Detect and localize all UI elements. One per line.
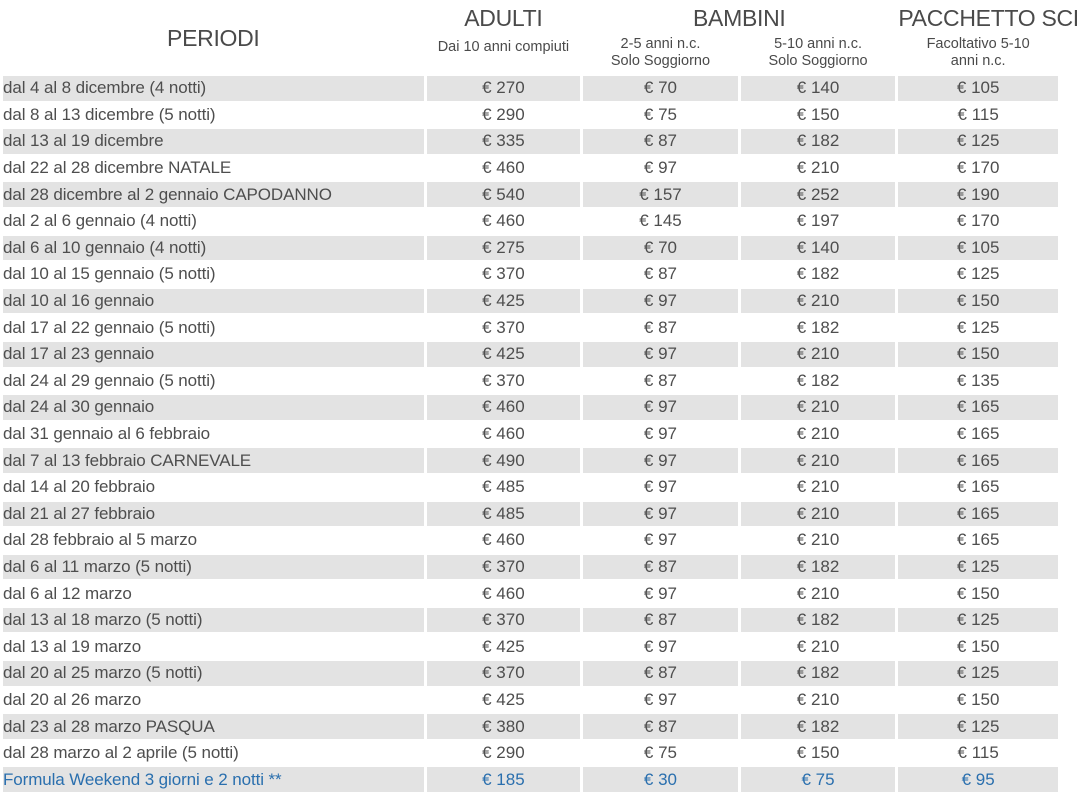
price-pacchetto-sci-cell: € 170 <box>898 209 1058 234</box>
price-bambini-5-10-cell: € 150 <box>741 103 896 128</box>
price-pacchetto-sci-cell: € 165 <box>898 502 1058 527</box>
price-bambini-5-10-cell: € 140 <box>741 236 896 261</box>
price-pacchetto-sci-cell: € 135 <box>898 369 1058 394</box>
price-bambini-5-10-cell: € 210 <box>741 395 896 420</box>
table-row <box>3 103 1058 128</box>
price-adulti-cell: € 485 <box>427 475 581 500</box>
table-row <box>3 315 1058 340</box>
price-bambini-2-5-cell: € 97 <box>583 581 738 606</box>
price-pacchetto-sci-cell: € 165 <box>898 395 1058 420</box>
header-pacchetto-line2: anni n.c. <box>950 53 1006 69</box>
header-bambini-5-10 <box>741 36 896 74</box>
price-pacchetto-sci-cell: € 125 <box>898 661 1058 686</box>
price-adulti-cell: € 425 <box>427 289 581 314</box>
price-pacchetto-sci-cell: € 170 <box>898 156 1058 181</box>
price-bambini-2-5-cell: € 97 <box>583 289 738 314</box>
price-adulti-cell: € 275 <box>427 236 581 261</box>
header-bambini-2-5-line2: Solo Soggiorno <box>610 53 711 69</box>
price-bambini-5-10-cell: € 252 <box>741 182 896 207</box>
price-pacchetto-sci-cell: € 115 <box>898 103 1058 128</box>
table-row <box>3 555 1058 580</box>
price-adulti-cell: € 460 <box>427 581 581 606</box>
period-cell: dal 10 al 15 gennaio (5 notti) <box>3 262 424 287</box>
table-row <box>3 236 1058 261</box>
price-pacchetto-sci-cell: € 150 <box>898 688 1058 713</box>
price-bambini-5-10-cell: € 210 <box>741 422 896 447</box>
table-row <box>3 448 1058 473</box>
price-pacchetto-sci-cell: € 125 <box>898 315 1058 340</box>
period-cell: dal 28 marzo al 2 aprile (5 notti) <box>3 741 424 766</box>
period-cell: dal 20 al 26 marzo <box>3 688 424 713</box>
period-cell: dal 7 al 13 febbraio CARNEVALE <box>3 448 424 473</box>
table-row <box>3 528 1058 553</box>
price-adulti-cell: € 370 <box>427 262 581 287</box>
price-adulti-cell: € 460 <box>427 528 581 553</box>
period-cell: dal 23 al 28 marzo PASQUA <box>3 714 424 739</box>
price-bambini-2-5-cell: € 87 <box>583 555 738 580</box>
header-periodi: PERIODI <box>3 2 424 74</box>
period-cell: dal 31 gennaio al 6 febbraio <box>3 422 424 447</box>
price-adulti-cell: € 370 <box>427 608 581 633</box>
header-bambini-2-5-line1: 2-5 anni n.c. <box>620 36 701 52</box>
table-row <box>3 129 1058 154</box>
period-cell: dal 8 al 13 dicembre (5 notti) <box>3 103 424 128</box>
price-adulti-cell: € 540 <box>427 182 581 207</box>
price-bambini-5-10-cell: € 210 <box>741 289 896 314</box>
price-adulti-cell: € 290 <box>427 741 581 766</box>
price-pacchetto-sci-cell: € 150 <box>898 289 1058 314</box>
period-cell: dal 6 al 11 marzo (5 notti) <box>3 555 424 580</box>
header-pacchetto-sci: PACCHETTO SCI <box>898 2 1058 34</box>
price-bambini-2-5-cell: € 87 <box>583 714 738 739</box>
price-pacchetto-sci-cell: € 105 <box>898 236 1058 261</box>
price-bambini-5-10-cell: € 210 <box>741 688 896 713</box>
price-pacchetto-sci-cell: € 165 <box>898 528 1058 553</box>
price-pacchetto-sci-cell: € 150 <box>898 581 1058 606</box>
period-cell: dal 6 al 10 gennaio (4 notti) <box>3 236 424 261</box>
price-bambini-5-10-cell: € 182 <box>741 555 896 580</box>
price-bambini-5-10-cell: € 182 <box>741 369 896 394</box>
period-cell: dal 13 al 19 marzo <box>3 634 424 659</box>
price-bambini-2-5-cell: € 97 <box>583 475 738 500</box>
header-bambini-5-10-line1: 5-10 anni n.c. <box>774 36 862 52</box>
price-adulti-cell: € 425 <box>427 634 581 659</box>
price-bambini-2-5-cell: € 75 <box>583 103 738 128</box>
period-cell: Formula Weekend 3 giorni e 2 notti ** <box>3 767 424 792</box>
price-bambini-2-5-cell: € 30 <box>583 767 738 792</box>
price-pacchetto-sci-cell: € 115 <box>898 741 1058 766</box>
price-adulti-cell: € 370 <box>427 369 581 394</box>
price-pacchetto-sci-cell: € 150 <box>898 634 1058 659</box>
price-bambini-2-5-cell: € 97 <box>583 502 738 527</box>
header-pacchetto-line1: Facoltativo 5-10 <box>926 36 1030 52</box>
price-bambini-5-10-cell: € 210 <box>741 528 896 553</box>
period-cell: dal 4 al 8 dicembre (4 notti) <box>3 76 424 101</box>
price-pacchetto-sci-cell: € 125 <box>898 714 1058 739</box>
price-adulti-cell: € 485 <box>427 502 581 527</box>
period-cell: dal 24 al 30 gennaio <box>3 395 424 420</box>
price-bambini-2-5-cell: € 75 <box>583 741 738 766</box>
price-bambini-2-5-cell: € 87 <box>583 315 738 340</box>
header-adulti-sub <box>427 36 581 74</box>
period-cell: dal 28 dicembre al 2 gennaio CAPODANNO <box>3 182 424 207</box>
period-cell: dal 24 al 29 gennaio (5 notti) <box>3 369 424 394</box>
header-bambini-5-10-line2: Solo Soggiorno <box>768 53 868 69</box>
price-bambini-2-5-cell: € 97 <box>583 422 738 447</box>
price-bambini-5-10-cell: € 140 <box>741 76 896 101</box>
price-pacchetto-sci-cell: € 125 <box>898 608 1058 633</box>
price-adulti-cell: € 460 <box>427 422 581 447</box>
price-bambini-5-10-cell: € 182 <box>741 129 896 154</box>
price-bambini-2-5-cell: € 97 <box>583 156 738 181</box>
period-cell: dal 21 al 27 febbraio <box>3 502 424 527</box>
price-adulti-cell: € 490 <box>427 448 581 473</box>
table-row <box>3 714 1058 739</box>
period-cell: dal 10 al 16 gennaio <box>3 289 424 314</box>
table-row <box>3 634 1058 659</box>
price-bambini-5-10-cell: € 197 <box>741 209 896 234</box>
table-row <box>3 422 1058 447</box>
price-adulti-cell: € 185 <box>427 767 581 792</box>
table-row <box>3 395 1058 420</box>
period-cell: dal 13 al 19 dicembre <box>3 129 424 154</box>
price-pacchetto-sci-cell: € 95 <box>898 767 1058 792</box>
period-cell: dal 17 al 22 gennaio (5 notti) <box>3 315 424 340</box>
price-adulti-cell: € 460 <box>427 395 581 420</box>
price-pacchetto-sci-cell: € 165 <box>898 475 1058 500</box>
period-cell: dal 2 al 6 gennaio (4 notti) <box>3 209 424 234</box>
price-bambini-5-10-cell: € 182 <box>741 262 896 287</box>
table-row <box>3 502 1058 527</box>
price-bambini-2-5-cell: € 87 <box>583 608 738 633</box>
price-bambini-2-5-cell: € 70 <box>583 76 738 101</box>
table-row <box>3 608 1058 633</box>
price-adulti-cell: € 425 <box>427 688 581 713</box>
price-bambini-5-10-cell: € 182 <box>741 315 896 340</box>
price-pacchetto-sci-cell: € 125 <box>898 555 1058 580</box>
table-row <box>3 156 1058 181</box>
price-bambini-5-10-cell: € 182 <box>741 608 896 633</box>
price-bambini-2-5-cell: € 97 <box>583 395 738 420</box>
period-cell: dal 22 al 28 dicembre NATALE <box>3 156 424 181</box>
table-row <box>3 182 1058 207</box>
header-bambini: BAMBINI <box>583 2 895 34</box>
price-bambini-2-5-cell: € 97 <box>583 528 738 553</box>
price-adulti-cell: € 460 <box>427 209 581 234</box>
period-cell: dal 14 al 20 febbraio <box>3 475 424 500</box>
price-adulti-cell: € 370 <box>427 661 581 686</box>
price-adulti-cell: € 380 <box>427 714 581 739</box>
table-row <box>3 369 1058 394</box>
price-adulti-cell: € 335 <box>427 129 581 154</box>
price-pacchetto-sci-cell: € 165 <box>898 448 1058 473</box>
price-pacchetto-sci-cell: € 150 <box>898 342 1058 367</box>
price-pacchetto-sci-cell: € 125 <box>898 129 1058 154</box>
period-cell: dal 17 al 23 gennaio <box>3 342 424 367</box>
price-bambini-2-5-cell: € 145 <box>583 209 738 234</box>
price-bambini-2-5-cell: € 87 <box>583 129 738 154</box>
table-row <box>3 209 1058 234</box>
price-pacchetto-sci-cell: € 105 <box>898 76 1058 101</box>
table-row <box>3 581 1058 606</box>
price-bambini-2-5-cell: € 97 <box>583 634 738 659</box>
price-adulti-cell: € 370 <box>427 555 581 580</box>
table-row <box>3 475 1058 500</box>
price-bambini-2-5-cell: € 97 <box>583 448 738 473</box>
price-bambini-2-5-cell: € 97 <box>583 342 738 367</box>
table-row <box>3 661 1058 686</box>
price-bambini-5-10-cell: € 210 <box>741 502 896 527</box>
price-bambini-5-10-cell: € 210 <box>741 156 896 181</box>
header-adulti: ADULTI <box>427 2 581 34</box>
price-adulti-cell: € 290 <box>427 103 581 128</box>
price-adulti-cell: € 460 <box>427 156 581 181</box>
price-bambini-2-5-cell: € 70 <box>583 236 738 261</box>
period-cell: dal 13 al 18 marzo (5 notti) <box>3 608 424 633</box>
price-bambini-2-5-cell: € 157 <box>583 182 738 207</box>
price-pacchetto-sci-cell: € 125 <box>898 262 1058 287</box>
table-body <box>3 76 1058 792</box>
price-bambini-5-10-cell: € 182 <box>741 661 896 686</box>
price-bambini-2-5-cell: € 97 <box>583 688 738 713</box>
table-row <box>3 688 1058 713</box>
header-pacchetto-sub <box>898 36 1058 74</box>
price-pacchetto-sci-cell: € 165 <box>898 422 1058 447</box>
price-adulti-cell: € 425 <box>427 342 581 367</box>
table-row <box>3 741 1058 766</box>
price-pacchetto-sci-cell: € 190 <box>898 182 1058 207</box>
price-bambini-2-5-cell: € 87 <box>583 262 738 287</box>
price-bambini-5-10-cell: € 210 <box>741 634 896 659</box>
table-row <box>3 289 1058 314</box>
price-adulti-cell: € 370 <box>427 315 581 340</box>
price-bambini-5-10-cell: € 75 <box>741 767 896 792</box>
period-cell: dal 20 al 25 marzo (5 notti) <box>3 661 424 686</box>
header-bambini-2-5 <box>583 36 738 74</box>
price-bambini-5-10-cell: € 150 <box>741 741 896 766</box>
period-cell: dal 6 al 12 marzo <box>3 581 424 606</box>
table-row <box>3 767 1058 792</box>
price-bambini-2-5-cell: € 87 <box>583 661 738 686</box>
period-cell: dal 28 febbraio al 5 marzo <box>3 528 424 553</box>
table-row <box>3 76 1058 101</box>
price-bambini-5-10-cell: € 210 <box>741 475 896 500</box>
price-adulti-cell: € 270 <box>427 76 581 101</box>
price-bambini-5-10-cell: € 210 <box>741 581 896 606</box>
table-row <box>3 342 1058 367</box>
header-adulti-sub-text: Dai 10 anni compiuti <box>437 39 570 55</box>
price-bambini-5-10-cell: € 210 <box>741 448 896 473</box>
table-row <box>3 262 1058 287</box>
price-bambini-5-10-cell: € 182 <box>741 714 896 739</box>
price-bambini-2-5-cell: € 87 <box>583 369 738 394</box>
price-bambini-5-10-cell: € 210 <box>741 342 896 367</box>
